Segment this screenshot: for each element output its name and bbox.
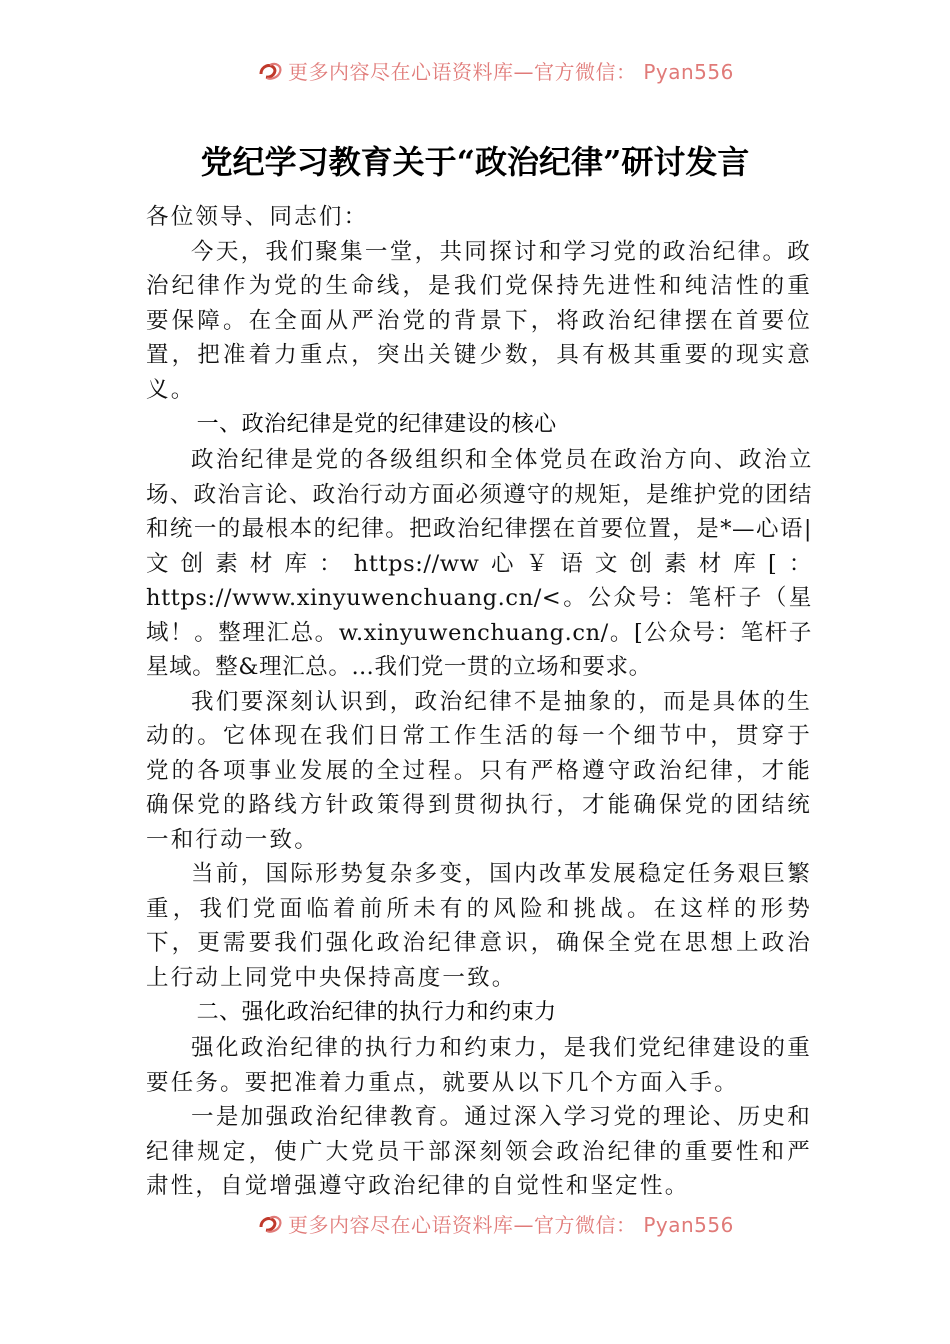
document-body — [146, 200, 812, 1204]
section-2-paragraph-2: 一是加强政治纪律教育。通过深入学习党的理论、历史和纪律规定，使广大党员干部深刻领会政治纪律的重要性和严肃性，自觉增强遵守政治纪律的自觉性和坚定性。 — [146, 1104, 812, 1199]
intro-paragraph: 今天，我们聚集一堂，共同探讨和学习党的政治纪律。政治纪律作为党的生命线，是我们党保持先进性和纯洁性的重要保障。在全面从严治党的背景下，将政治纪律摆在首要位置，把准着力重点，突出关键少数，具有极其重要的现实意义。 — [146, 238, 812, 403]
page-title: 党纪学习教育关于“政治纪律”研讨发言 — [200, 143, 750, 181]
section-2-paragraph-1: 强化政治纪律的执行力和约束力，是我们党纪律建设的重要任务。要把准着力重点，就要从以下几个方面入手。 — [146, 1035, 812, 1096]
watermark-banner-bottom — [0, 1203, 950, 1239]
watermark-text: 更多内容尽在心语资料库—官方微信： Pyan556 — [288, 1213, 734, 1237]
salutation: 各位领导、同志们： — [146, 204, 369, 230]
section-1-heading: 一、政治纪律是党的纪律建设的核心 — [196, 412, 557, 437]
section-1-paragraph-3: 当前，国际形势复杂多变，国内改革发展稳定任务艰巨繁重，我们党面临着前所未有的风险和挑战。在这样的形势下，更需要我们强化政治纪律意识，确保全党在思想上政治上行动上同党中央保持高度一致。 — [146, 861, 812, 991]
section-1-paragraph-2: 我们要深刻认识到，政治纪律不是抽象的，而是具体的生动的。它体现在我们日常工作生活的每一个细节中，贯穿于党的各项事业发展的全过程。只有严格遵守政治纪律，才能确保党的路线方针政策得到贯彻执行，才能确保党的团结统一和行动一致。 — [146, 688, 812, 853]
brand-logo-icon — [258, 1213, 284, 1235]
section-2-heading: 二、强化政治纪律的执行力和约束力 — [196, 1000, 557, 1025]
watermark-text: 更多内容尽在心语资料库—官方微信： Pyan556 — [288, 60, 734, 84]
section-1-paragraph-1: 政治纪律是党的各级组织和全体党员在政治方向、政治立场、政治言论、政治行动方面必须遵守的规矩，是维护党的团结和统一的最根本的纪律。把政治纪律摆在首要位置，是*—心语|文创素材库：https://ww心￥语文创素材库[：https://www.xinyuwenchuang.cn/<。公众号：笔杆子（星域！。整理汇总。w.xinyuwenchuang.cn/。[公众号：笔杆子星域。整&理汇总。…我们党一贯的立场和要求。 — [146, 447, 812, 680]
brand-logo-icon — [258, 60, 284, 82]
watermark-banner-top — [0, 50, 950, 86]
